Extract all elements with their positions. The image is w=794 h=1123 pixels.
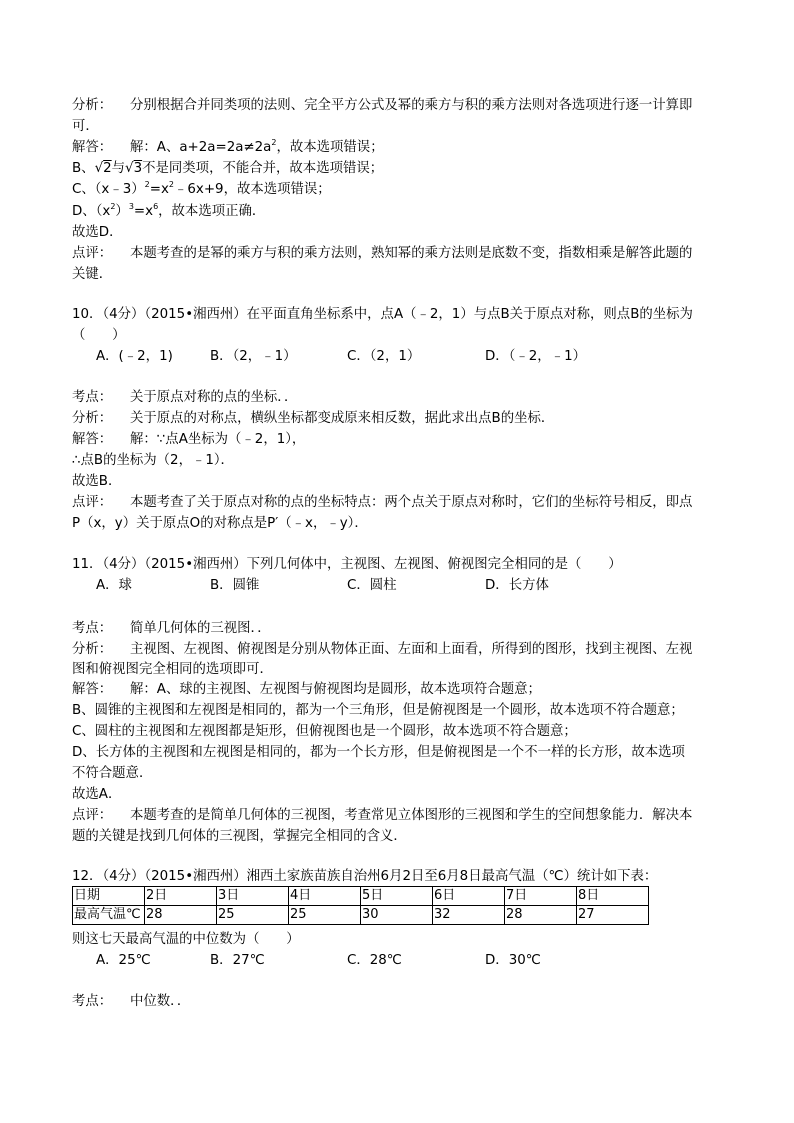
table-cell: 4日 [289, 887, 361, 906]
table-cell: 30 [361, 906, 433, 925]
q9-answer-a-post: ，故本选项错误； [276, 140, 384, 155]
comment-label: 点评： [72, 246, 113, 261]
q9-analysis-line1 [72, 97, 692, 115]
q12-option-a: A．25℃ [96, 953, 151, 968]
table-cell: 7日 [505, 887, 577, 906]
q9-answer-d-pre: D、（x [72, 204, 111, 219]
q12-point-text: 中位数．． [130, 994, 191, 1009]
exponent: 2 [110, 202, 116, 211]
q11-option-b: B．圆锥 [210, 578, 260, 593]
table-header-row [73, 887, 649, 906]
table-cell: 日期 [73, 887, 145, 906]
exponent: 3 [128, 202, 134, 211]
q12-question: 则这七天最高气温的中位数为（ ） [72, 932, 300, 947]
q11-stem: 11．（4分）（2015•湘西州）下列几何体中，主视图、左视图、俯视图完全相同的是（ ） [72, 557, 622, 572]
q12-option-d: D．30℃ [485, 953, 541, 968]
q11-answer-a-text: 解：A、球的主视图、左视图与俯视图均是圆形，故本选项符合题意； [130, 682, 541, 697]
answer-label: 解答： [72, 140, 113, 155]
q12-option-c: C．28℃ [347, 953, 402, 968]
q12-point [72, 993, 190, 1011]
table-cell: 27 [577, 906, 649, 925]
table-cell: 8日 [577, 887, 649, 906]
q9-answer-d-post: ，故本选项正确． [158, 204, 266, 219]
analysis-label: 分析： [72, 98, 113, 113]
q9-comment-line1 [72, 245, 692, 263]
point-label: 考点： [72, 621, 113, 636]
q12-stem: 12．（4分）（2015•湘西州）湘西土家族苗族自治州6月2日至6月8日最高气温（℃）统计如下表： [72, 869, 658, 884]
analysis-label: 分析： [72, 642, 113, 657]
q9-answer-d-mid2: =x [133, 204, 154, 219]
q10-option-a: A．(﹣2，1) [96, 349, 173, 364]
q10-option-b: B．（2，﹣1） [210, 349, 297, 364]
q11-analysis-line1 [72, 641, 692, 659]
q9-answer-c-post: ﹣6x+9，故本选项错误； [174, 182, 331, 197]
q11-option-a: A．球 [96, 578, 132, 593]
q11-comment-text: 本题考查的是简单几何体的三视图，考查常见立体图形的三视图和学生的空间想象能力．解决本 [130, 808, 693, 823]
q9-answer-b [72, 160, 383, 178]
q10-analysis [72, 410, 554, 428]
q10-option-c: C．（2，1） [347, 349, 421, 364]
analysis-label: 分析： [72, 411, 113, 426]
q11-comment-line1 [72, 807, 692, 825]
point-label: 考点： [72, 390, 113, 405]
exponent: 2 [271, 138, 277, 147]
table-cell: 25 [289, 906, 361, 925]
q10-point-text: 关于原点对称的点的坐标．． [130, 390, 298, 405]
q9-answer-d-mid: ） [115, 204, 129, 219]
radicand: 3 [133, 161, 143, 176]
q12-option-b: B．27℃ [210, 953, 265, 968]
q10-comment-text: 本题考查了关于原点对称的点的坐标特点：两个点关于原点对称时，它们的坐标符号相反，即点 [130, 495, 693, 510]
q10-analysis-text: 关于原点的对称点，横纵坐标都变成原来相反数，据此求出点B的坐标． [130, 411, 555, 426]
exponent: 2 [168, 180, 174, 189]
q10-stem-line1: 10．（4分）（2015•湘西州）在平面直角坐标系中，点A（﹣2，1）与点B关于原点对称，则点B的坐标为 [72, 307, 693, 322]
q9-answer-b-pre: B、 [72, 161, 95, 176]
q11-answer-a [72, 681, 541, 699]
comment-label: 点评： [72, 495, 113, 510]
q9-analysis-line2: 可． [72, 119, 99, 134]
table-cell: 28 [505, 906, 577, 925]
q10-answer-text: 解：∵点A坐标为（﹣2，1）， [130, 432, 306, 447]
q9-answer-a-text: 解：A、a+2a=2a≠2a [130, 140, 272, 155]
table-cell: 2日 [145, 887, 217, 906]
q10-answer-line2: ∴点B的坐标为（2，﹣1）． [72, 453, 234, 468]
temperature-table [72, 886, 649, 925]
q11-option-c: C．圆柱 [347, 578, 397, 593]
q10-point [72, 389, 297, 407]
table-cell: 32 [433, 906, 505, 925]
q9-answer-a [72, 139, 384, 157]
q11-answer-b: B、圆锥的主视图和左视图是相同的，都为一个三角形，但是俯视图是一个圆形，故本选项不符合题意； [72, 703, 684, 718]
q9-answer-b-post: 不是同类项，不能合并，故本选项错误； [142, 161, 384, 176]
exponent: 2 [144, 180, 150, 189]
sqrt-icon: √ [125, 161, 134, 176]
q9-answer-b-mid: 与 [111, 161, 126, 176]
q10-choice: 故选B． [72, 474, 122, 489]
radicand: 2 [103, 161, 112, 176]
q9-answer-c [72, 181, 331, 199]
point-label: 考点： [72, 994, 113, 1009]
q11-analysis-text: 主视图、左视图、俯视图是分别从物体正面、左面和上面看，所得到的图形，找到主视图、左视 [130, 642, 693, 657]
q11-comment-line2: 题的关键是找到几何体的三视图，掌握完全相同的含义． [72, 829, 407, 844]
table-cell: 25 [217, 906, 289, 925]
q10-stem-line2: （ ） [72, 328, 126, 343]
q10-option-d: D．（﹣2，﹣1） [485, 349, 586, 364]
q9-answer-c-pre: C、（x﹣3） [72, 182, 145, 197]
q11-point-text: 简单几何体的三视图．． [130, 621, 271, 636]
q11-answer-d-line2: 不符合题意． [72, 766, 153, 781]
q9-choice: 故选D． [72, 225, 123, 240]
sqrt-icon: √ [94, 161, 104, 176]
table-cell: 6日 [433, 887, 505, 906]
q10-comment-line2: P（x，y）关于原点O的对称点是P′（﹣x，﹣y）． [72, 516, 368, 531]
table-cell: 28 [145, 906, 217, 925]
comment-label: 点评： [72, 808, 113, 823]
exponent: 6 [153, 202, 159, 211]
answer-label: 解答： [72, 432, 113, 447]
q9-answer-d [72, 203, 265, 221]
q9-comment-line2: 关键． [72, 267, 113, 282]
table-cell: 最高气温℃ [73, 906, 145, 925]
table-row [73, 906, 649, 925]
q11-answer-d-line1: D、长方体的主视图和左视图是相同的，都为一个长方形，但是俯视图是一个不一样的长方形，故本选项 [72, 745, 685, 760]
q10-comment-line1 [72, 494, 692, 512]
q11-answer-c: C、圆柱的主视图和左视图都是矩形，但俯视图也是一个圆形，故本选项不符合题意； [72, 724, 577, 739]
q9-comment-text: 本题考查的是幂的乘方与积的乘方法则，熟知幂的乘方法则是底数不变，指数相乘是解答此题的 [130, 246, 693, 261]
q11-point [72, 620, 271, 638]
q9-analysis-text: 分别根据合并同类项的法则、完全平方公式及幂的乘方与积的乘方法则对各选项进行逐一计算即 [130, 98, 693, 113]
q9-answer-c-mid: =x [149, 182, 169, 197]
q10-answer-line1 [72, 431, 305, 449]
table-cell: 3日 [217, 887, 289, 906]
answer-label: 解答： [72, 682, 113, 697]
q11-option-d: D．长方体 [485, 578, 549, 593]
q11-analysis-line2: 图和俯视图完全相同的选项即可． [72, 662, 273, 677]
table-cell: 5日 [361, 887, 433, 906]
q11-choice: 故选A． [72, 787, 122, 802]
